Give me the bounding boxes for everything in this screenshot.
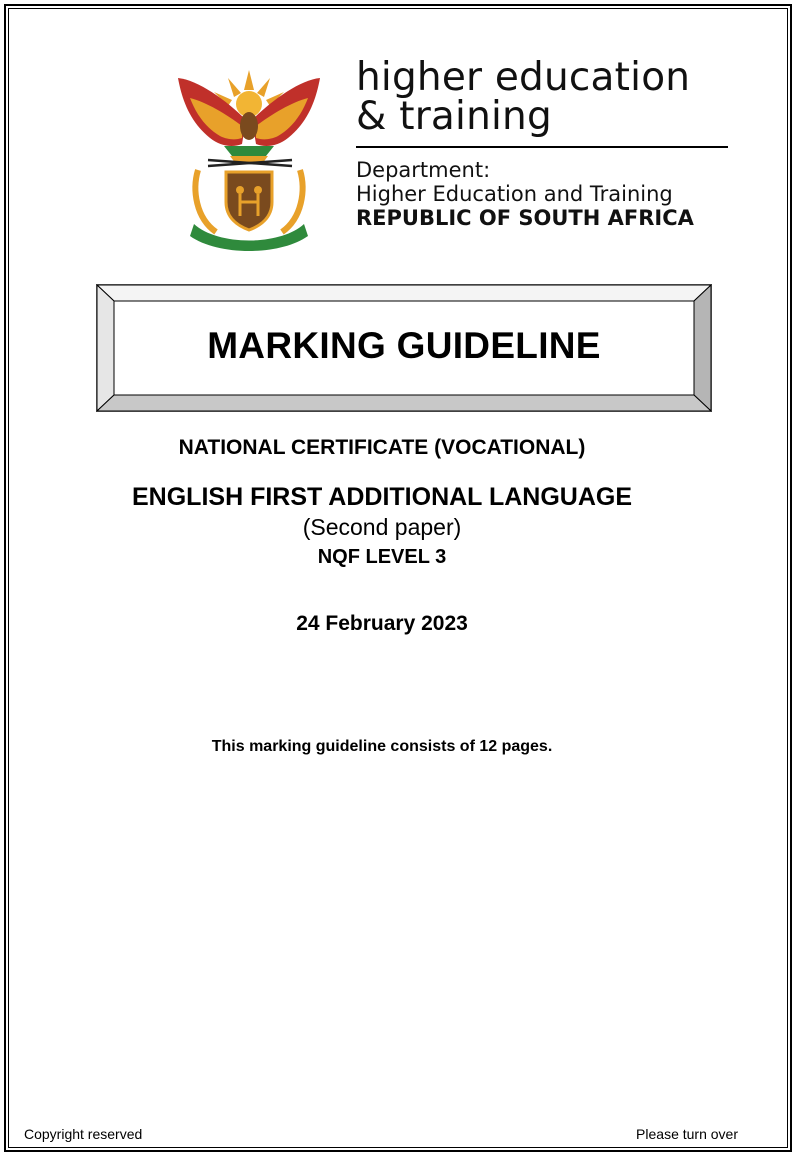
exam-date: 24 February 2023 [296, 612, 468, 635]
title-box [96, 284, 712, 414]
copyright-notice: Copyright reserved [24, 1126, 143, 1142]
subject-name: ENGLISH FIRST ADDITIONAL LANGUAGE [132, 483, 632, 511]
brand-line-training: & training [356, 94, 552, 139]
department-label: Department: [356, 158, 491, 182]
department-name: Higher Education and Training [356, 182, 673, 206]
coat-of-arms-icon [168, 60, 330, 252]
document-title: MARKING GUIDELINE [207, 325, 601, 366]
brand-divider [356, 146, 728, 148]
brand-line-higher-education: higher education [356, 55, 691, 100]
certificate-name: NATIONAL CERTIFICATE (VOCATIONAL) [178, 436, 586, 459]
paper-number: (Second paper) [302, 514, 462, 540]
nqf-level: NQF LEVEL 3 [317, 546, 447, 568]
turn-over-notice: Please turn over [636, 1126, 738, 1142]
page-count-note: This marking guideline consists of 12 pages. [211, 738, 553, 755]
department-branding [356, 55, 736, 230]
country-name: REPUBLIC OF SOUTH AFRICA [356, 206, 694, 230]
